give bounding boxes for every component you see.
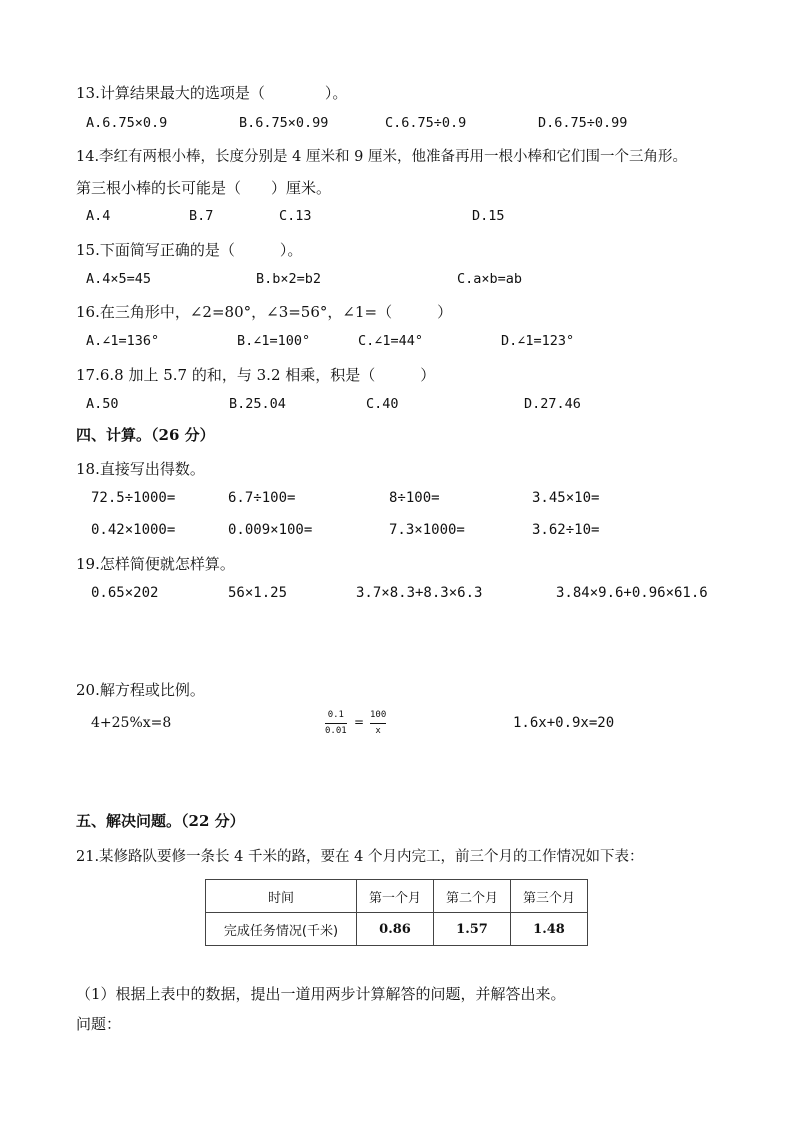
q20-equals-sign: =: [354, 715, 365, 729]
task-progress-table: [205, 879, 588, 946]
q13-stem: 13.计算结果最大的选项是（ ）。: [76, 84, 348, 102]
q18-item: 0.009×100=: [228, 522, 313, 538]
q20-equation-3: 1.6x+0.9x=20: [513, 715, 615, 731]
q17-stem: 17.6.8 加上 5.7 的和，与 3.2 相乘，积是（ ）: [76, 366, 436, 384]
q13-option-c: C.6.75÷0.9: [385, 115, 467, 131]
q18-item: 72.5÷1000=: [91, 490, 176, 506]
q14-option-d: D.15: [472, 208, 505, 224]
q15-option-a: A.4×5=45: [86, 271, 152, 287]
table-row-label: 完成任务情况(千米): [206, 913, 357, 946]
q18-item: 0.42×1000=: [91, 522, 176, 538]
fraction-denominator: x: [375, 726, 381, 736]
q21-question-label: 问题：: [76, 1015, 122, 1033]
q16-stem: 16.在三角形中，∠2=80°，∠3=56°，∠1=（ ）: [76, 303, 453, 321]
q17-option-b: B.25.04: [229, 396, 286, 412]
table-cell: 1.57: [434, 913, 511, 946]
q17-option-a: A.50: [86, 396, 119, 412]
q16-option-b: B.∠1=100°: [237, 333, 311, 349]
fraction-numerator: 0.1: [327, 710, 344, 720]
q15-option-b: B.b×2=b2: [256, 271, 322, 287]
q16-option-c: C.∠1=44°: [358, 333, 424, 349]
table-header-cell: 第一个月: [357, 880, 434, 913]
q19-item: 56×1.25: [228, 585, 288, 601]
fraction-bar: [325, 723, 347, 724]
q18-item: 3.45×10=: [532, 490, 600, 506]
q13-option-b: B.6.75×0.99: [239, 115, 329, 131]
q17-option-c: C.40: [366, 396, 399, 412]
fraction-bar: [370, 723, 386, 724]
q18-item: 8÷100=: [389, 490, 440, 506]
q18-item: 7.3×1000=: [389, 522, 465, 538]
q18-item: 6.7÷100=: [228, 490, 296, 506]
q18-stem: 18.直接写出得数。: [76, 460, 205, 478]
fraction-denominator: 0.01: [325, 726, 347, 736]
table-row: [206, 913, 588, 946]
q13-option-d: D.6.75÷0.99: [538, 115, 628, 131]
q20-stem: 20.解方程或比例。: [76, 681, 205, 699]
q21-stem: 21.某修路队要修一条长 4 千米的路，要在 4 个月内完工，前三个月的工作情况如下表：: [76, 849, 644, 865]
q18-item: 3.62÷10=: [532, 522, 600, 538]
table-header-cell: 时间: [206, 880, 357, 913]
table-cell: 1.48: [511, 913, 588, 946]
table-header-cell: 第三个月: [511, 880, 588, 913]
q14-stem-line2: 第三根小棒的长可能是（ ）厘米。: [76, 179, 332, 197]
q20-equation-1: 4+25%x=8: [91, 715, 172, 731]
q15-stem: 15.下面简写正确的是（ ）。: [76, 241, 303, 259]
section-5-title: 五、解决问题。（22 分）: [76, 812, 245, 830]
q13-option-a: A.6.75×0.9: [86, 115, 168, 131]
table-header-cell: 第二个月: [434, 880, 511, 913]
table-cell: 0.86: [357, 913, 434, 946]
q20-fraction-right: [370, 710, 386, 736]
q14-option-c: C.13: [279, 208, 312, 224]
q19-stem: 19.怎样简便就怎样算。: [76, 555, 235, 573]
q14-option-a: A.4: [86, 208, 111, 224]
section-4-title: 四、计算。（26 分）: [76, 426, 215, 444]
q16-option-a: A.∠1=136°: [86, 333, 160, 349]
q17-option-d: D.27.46: [524, 396, 581, 412]
q19-item: 3.84×9.6+0.96×61.6: [556, 585, 708, 601]
q19-item: 0.65×202: [91, 585, 159, 601]
q21-sub-question-1: （1）根据上表中的数据，提出一道用两步计算解答的问题，并解答出来。: [76, 985, 566, 1003]
table-header-row: [206, 880, 588, 913]
q20-fraction-left: [325, 710, 347, 736]
q14-option-b: B.7: [189, 208, 214, 224]
fraction-numerator: 100: [370, 710, 387, 720]
q15-option-c: C.a×b=ab: [457, 271, 523, 287]
q14-stem: 14.李红有两根小棒，长度分别是 4 厘米和 9 厘米，他准备再用一根小棒和它们围一个三角形。: [76, 149, 687, 165]
q19-item: 3.7×8.3+8.3×6.3: [356, 585, 483, 601]
q16-option-d: D.∠1=123°: [501, 333, 575, 349]
